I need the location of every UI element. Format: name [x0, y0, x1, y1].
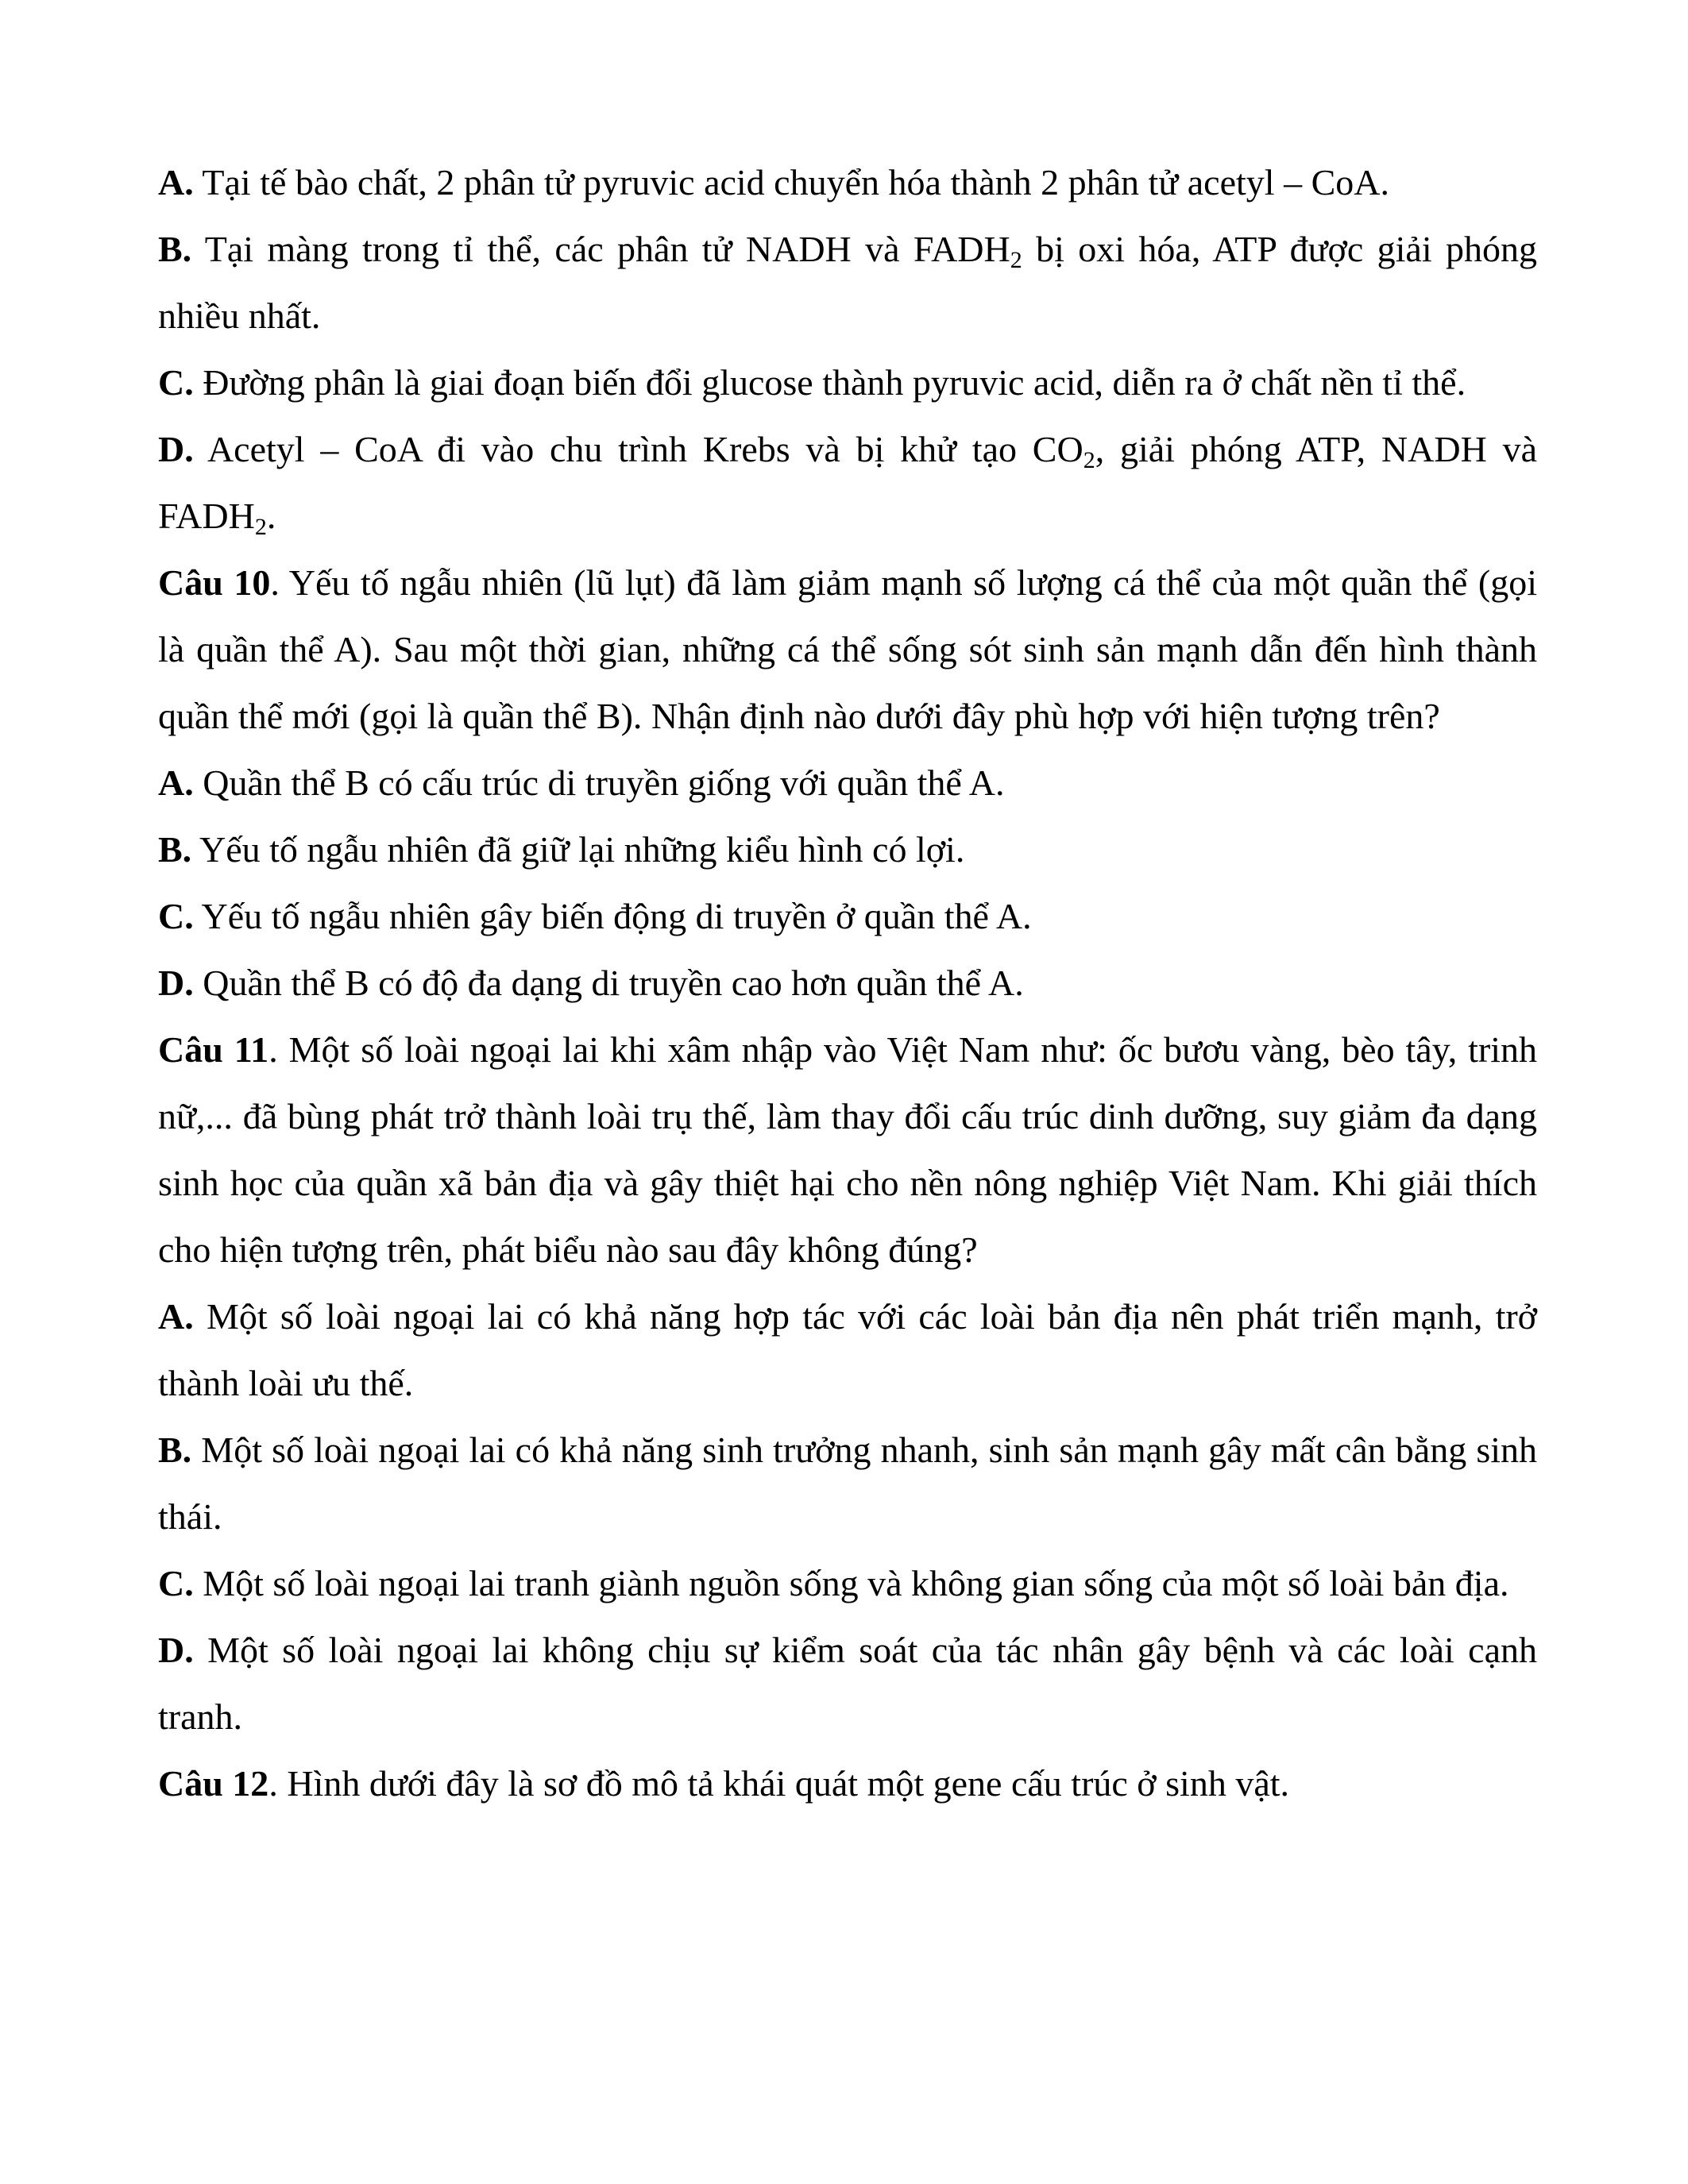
subscript: 2 [1010, 247, 1022, 273]
option-label: D. [158, 429, 194, 469]
question-11 [158, 1017, 1537, 1283]
option-label: B. [158, 829, 192, 870]
option-text: Một số loài ngoại lai có khả năng sinh trưởng nhanh, sinh sản mạnh gây mất cân bằng sinh thái. [158, 1430, 1537, 1537]
question-label: Câu 12 [158, 1763, 269, 1804]
question-text: . Một số loài ngoại lai khi xâm nhập vào Việt Nam như: ốc bươu vàng, bèo tây, trinh nữ,... đã bùng phát trở thành loài trụ thế, làm thay đổi cấu trúc dinh dưỡng, suy giảm đa dạng sinh học của quần xã bản địa và gây thiệt hại cho nền nông nghiệp Việt Nam. Khi giải thích cho hiện tượng trên, phát biểu nào sau đây không đúng? [158, 1029, 1537, 1270]
option-label: C. [158, 1563, 194, 1603]
option-text: Đường phân là giai đoạn biến đổi glucose thành pyruvic acid, diễn ra ở chất nền tỉ thể. [193, 362, 1466, 403]
q10-option-a [158, 750, 1537, 816]
q10-option-b [158, 816, 1537, 883]
option-label: A. [158, 762, 194, 803]
option-text: Một số loài ngoại lai tranh giành nguồn sống và không gian sống của một số loài bản địa. [193, 1563, 1509, 1603]
q9-option-d [158, 416, 1537, 550]
subscript: 2 [254, 514, 267, 540]
question-label: Câu 11 [158, 1029, 269, 1070]
q10-option-d [158, 950, 1537, 1017]
option-text: Tại màng trong tỉ thể, các phân tử NADH và FADH [191, 229, 1010, 269]
option-text: Quần thể B có độ đa dạng di truyền cao hơn quần thể A. [193, 963, 1024, 1003]
subscript: 2 [1083, 447, 1095, 473]
option-text: Một số loài ngoại lai không chịu sự kiểm soát của tác nhân gây bệnh và các loài cạnh tranh. [158, 1630, 1537, 1737]
option-label: D. [158, 963, 194, 1003]
option-text: bị oxi hóa, ATP được giải phóng nhiều nhất. [158, 229, 1538, 336]
question-text: . Hình dưới đây là sơ đồ mô tả khái quát một gene cấu trúc ở sinh vật. [268, 1763, 1290, 1804]
q9-option-a [158, 149, 1537, 216]
option-label: B. [158, 229, 192, 269]
option-label: C. [158, 362, 194, 403]
option-label: A. [158, 162, 194, 203]
option-label: D. [158, 1630, 194, 1670]
option-label: C. [158, 896, 194, 936]
option-label: A. [158, 1296, 194, 1337]
option-text: Acetyl – CoA đi vào chu trình Krebs và bị khử tạo CO [193, 429, 1083, 469]
question-label: Câu 10 [158, 562, 271, 603]
q11-option-c [158, 1550, 1537, 1617]
question-text: . Yếu tố ngẫu nhiên (lũ lụt) đã làm giảm mạnh số lượng cá thể của một quần thể (gọi là quần thể A). Sau một thời gian, những cá thể sống sót sinh sản mạnh dẫn đến hình thành quần thể mới (gọi là quần thể B). Nhận định nào dưới đây phù hợp với hiện tượng trên? [158, 562, 1537, 736]
option-text: , giải phóng ATP, NADH và FADH [158, 429, 1537, 536]
q10-option-c [158, 883, 1537, 950]
q11-option-b [158, 1417, 1537, 1550]
option-label: B. [158, 1430, 192, 1470]
q11-option-d [158, 1617, 1537, 1750]
q9-option-b [158, 216, 1537, 349]
q11-option-a [158, 1283, 1537, 1417]
option-text: . [266, 496, 276, 536]
option-text: Tại tế bào chất, 2 phân tử pyruvic acid chuyển hóa thành 2 phân tử acetyl – CoA. [193, 162, 1389, 203]
q9-option-c [158, 349, 1537, 416]
option-text: Yếu tố ngẫu nhiên đã giữ lại những kiểu hình có lợi. [191, 829, 965, 870]
option-text: Yếu tố ngẫu nhiên gây biến động di truyền ở quần thể A. [193, 896, 1032, 936]
option-text: Quần thể B có cấu trúc di truyền giống với quần thể A. [193, 762, 1005, 803]
question-12 [158, 1750, 1537, 1817]
question-10 [158, 550, 1537, 750]
document-page [158, 149, 1537, 1817]
option-text: Một số loài ngoại lai có khả năng hợp tác với các loài bản địa nên phát triển mạnh, trở thành loài ưu thế. [158, 1296, 1537, 1403]
